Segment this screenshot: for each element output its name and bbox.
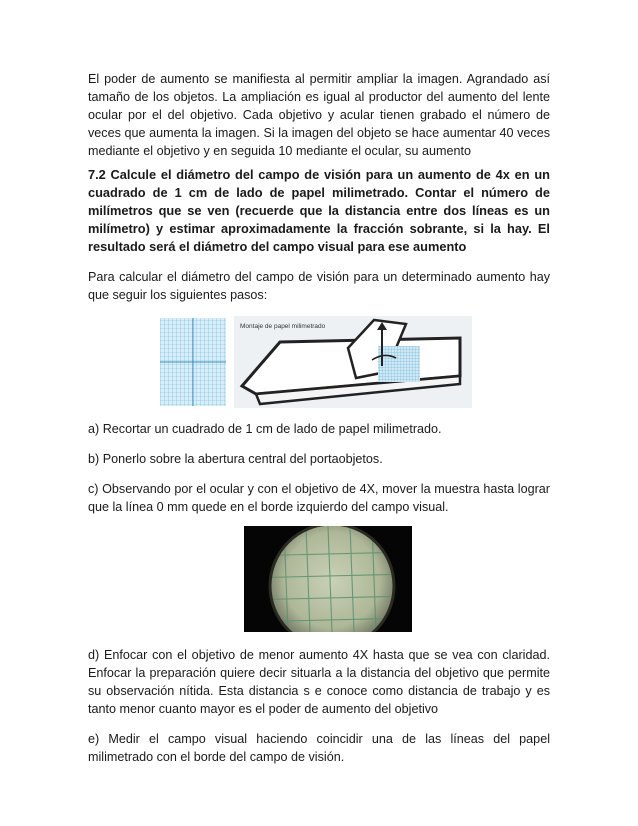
- intro-paragraph: El poder de aumento se manifiesta al permitir ampliar la imagen. Agrandado así tamaño de los objetos. La ampliación es igual al productor del aumento del lente ocular por el del objetivo. Cada objetivo y acular tienen grabado el número de veces que aumenta la imagen. Si la imagen del objeto se hace aumentar 40 veces mediante el objetivo y en seguida 10 mediante el ocular, su aumento: [88, 72, 550, 158]
- step-a: a) Recortar un cuadrado de 1 cm de lado de papel milimetrado.: [88, 422, 442, 436]
- document-page: [88, 70, 550, 778]
- figure-caption: Montaje de papel milimetrado: [240, 323, 326, 330]
- microscope-field-of-view: [244, 526, 412, 632]
- step-c: c) Observando por el ocular y con el objetivo de 4X, mover la muestra hasta lograr que la línea 0 mm quede en el borde izquierdo del campo visual.: [88, 482, 550, 514]
- section-heading: 7.2 Calcule el diámetro del campo de visión para un aumento de 4x en un cuadrado de 1 cm de lado de papel milimetrado. Contar el número de milímetros que se ven (recuerde que la distancia entre dos líneas es un milímetro) y estimar aproximadamente la fracción sobrante, si la hay. El resultado será el diámetro del campo visual para ese aumento: [88, 167, 550, 254]
- step-d: d) Enfocar con el objetivo de menor aumento 4X hasta que se vea con claridad. Enfocar la preparación quiere decir situarla a la distancia del objetivo que permite su observación nítida. Esta distancia s e conoce como distancia de trabajo y es tanto menor cuanto mayor es el poder de aumento del objetivo: [88, 648, 550, 716]
- step-e: e) Medir el campo visual haciendo coincidir una de las líneas del papel milimetrado con el borde del campo de visión.: [88, 732, 550, 764]
- slide-setup-figure: [160, 316, 472, 408]
- microscope-view-photo: [244, 526, 412, 632]
- step-b: b) Ponerlo sobre la abertura central del portaobjetos.: [88, 452, 383, 466]
- lead-paragraph: Para calcular el diámetro del campo de visión para un determinado aumento hay que seguir los siguientes pasos:: [88, 270, 550, 302]
